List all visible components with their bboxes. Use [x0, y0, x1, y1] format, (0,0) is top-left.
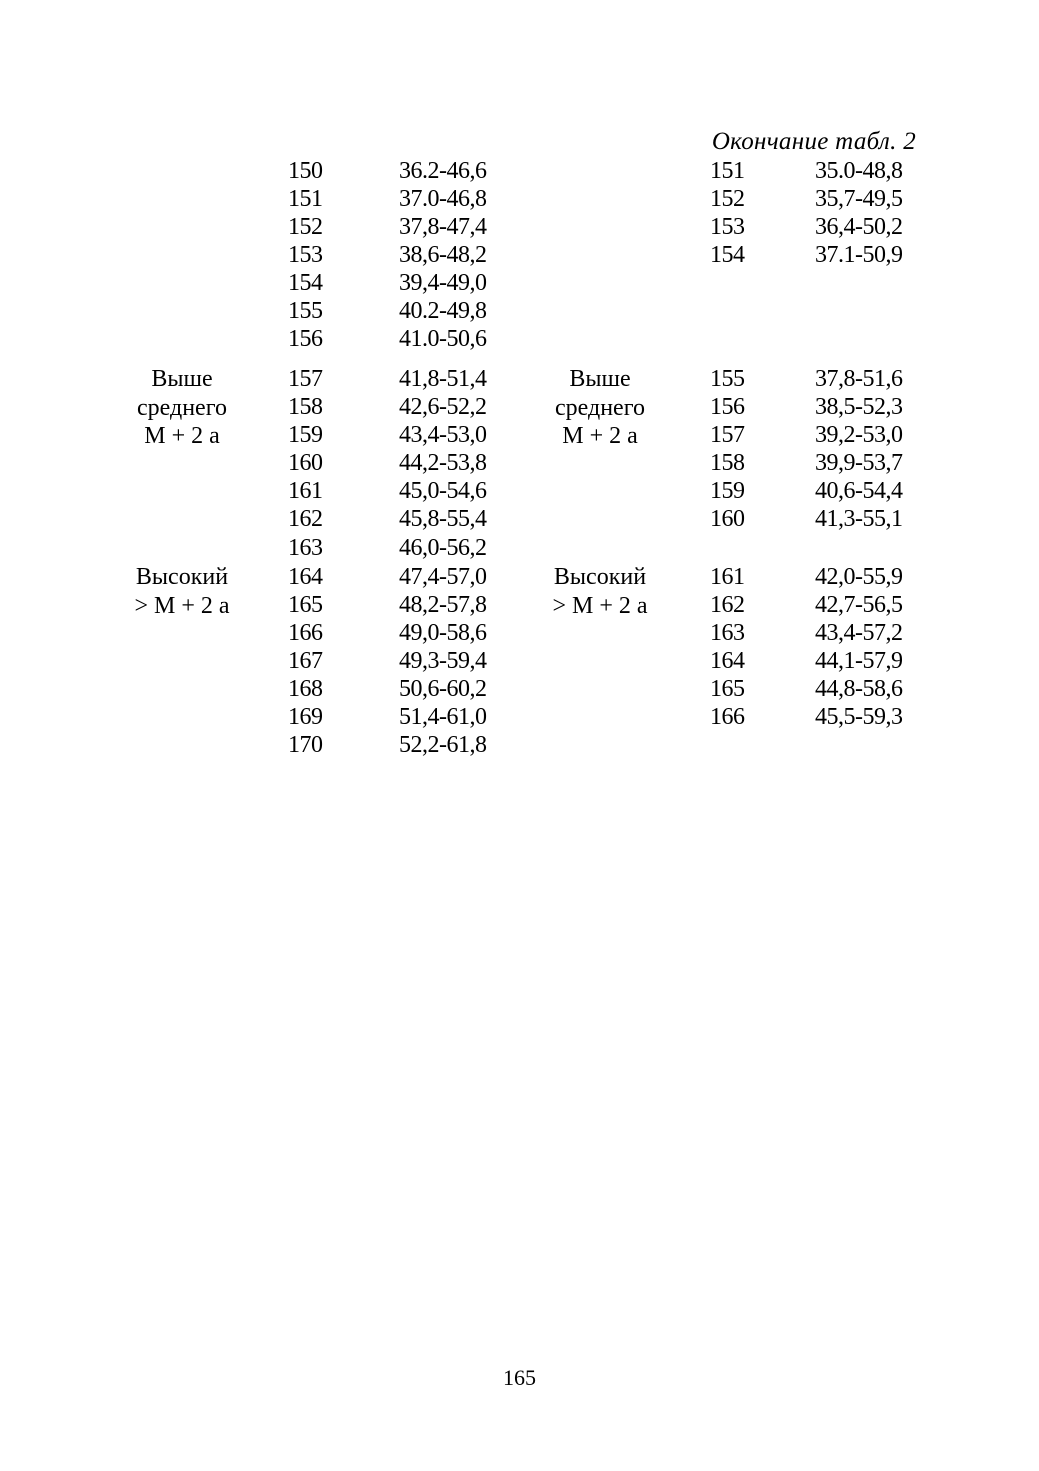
table-cell-range: 36,4-50,2	[815, 214, 903, 240]
group-label-high	[525, 563, 675, 620]
table-cell-range: 45,8-55,4	[399, 506, 487, 532]
group-label-line: М + 2 а	[562, 423, 638, 449]
table-cell-height: 161	[288, 478, 323, 504]
table-cell-range: 37.1-50,9	[815, 242, 903, 268]
group-label-line: Выше	[569, 366, 631, 392]
table-cell-range: 35,7-49,5	[815, 186, 903, 212]
page-number: 165	[503, 1365, 536, 1390]
table-cell-range: 42,6-52,2	[399, 394, 487, 420]
table-cell-range: 49,0-58,6	[399, 620, 487, 646]
table-cell-height: 152	[288, 214, 323, 240]
table-cell-height: 159	[288, 422, 323, 448]
table-cell-height: 165	[710, 676, 745, 702]
table-cell-range: 36.2-46,6	[399, 158, 487, 184]
table-cell-range: 39,9-53,7	[815, 450, 903, 476]
table-cell-height: 151	[288, 186, 323, 212]
table-cell-range: 37,8-51,6	[815, 366, 903, 392]
table-cell-height: 155	[710, 366, 745, 392]
table-cell-range: 45,0-54,6	[399, 478, 487, 504]
table-cell-range: 51,4-61,0	[399, 704, 487, 730]
table-cell-height: 162	[288, 506, 323, 532]
table-cell-height: 154	[710, 242, 745, 268]
table-cell-height: 170	[288, 732, 323, 758]
table-cell-range: 44,2-53,8	[399, 450, 487, 476]
table-cell-range: 43,4-53,0	[399, 422, 487, 448]
table-cell-height: 153	[710, 214, 745, 240]
table-cell-height: 162	[710, 592, 745, 618]
table-cell-height: 157	[288, 366, 323, 392]
table-cell-range: 39,4-49,0	[399, 270, 487, 296]
table-cell-range: 50,6-60,2	[399, 676, 487, 702]
table-cell-range: 41.0-50,6	[399, 326, 487, 352]
table-cell-range: 41,8-51,4	[399, 366, 487, 392]
group-label-line: М + 2 а	[144, 423, 220, 449]
table-cell-height: 156	[710, 394, 745, 420]
group-label-line: Высокий	[135, 564, 229, 590]
table-cell-range: 44,1-57,9	[815, 648, 903, 674]
table-cell-height: 157	[710, 422, 745, 448]
table-cell-range: 43,4-57,2	[815, 620, 903, 646]
table-cell-height: 166	[710, 704, 745, 730]
table-cell-height: 165	[288, 592, 323, 618]
group-label-above-average	[525, 365, 675, 451]
table-cell-height: 160	[710, 506, 745, 532]
table-cell-height: 155	[288, 298, 323, 324]
table-cell-height: 163	[288, 535, 323, 561]
group-label-line: среднего	[137, 394, 227, 421]
table-cell-range: 35.0-48,8	[815, 158, 903, 184]
table-cell-range: 37.0-46,8	[399, 186, 487, 212]
table-cell-height: 154	[288, 270, 323, 296]
table-cell-height: 167	[288, 648, 323, 674]
group-label-above-average	[107, 365, 257, 451]
table-cell-height: 151	[710, 158, 745, 184]
table-cell-height: 161	[710, 564, 745, 590]
table-cell-height: 169	[288, 704, 323, 730]
group-label-line: > М + 2 а	[134, 592, 230, 619]
table-cell-height: 152	[710, 186, 745, 212]
table-cell-range: 42,7-56,5	[815, 592, 903, 618]
table-caption: Окончание табл. 2	[711, 128, 916, 155]
table-cell-range: 40.2-49,8	[399, 298, 487, 324]
table-cell-range: 42,0-55,9	[815, 564, 903, 590]
table-cell-range: 37,8-47,4	[399, 214, 487, 240]
table-cell-range: 49,3-59,4	[399, 648, 487, 674]
table-cell-range: 47,4-57,0	[399, 564, 487, 590]
table-cell-height: 159	[710, 478, 745, 504]
table-cell-range: 41,3-55,1	[815, 506, 903, 532]
table-cell-range: 38,6-48,2	[399, 242, 487, 268]
table-cell-height: 168	[288, 676, 323, 702]
table-cell-height: 158	[288, 394, 323, 420]
table-cell-range: 46,0-56,2	[399, 535, 487, 561]
table-cell-height: 153	[288, 242, 323, 268]
group-label-line: Высокий	[553, 564, 647, 590]
table-cell-height: 160	[288, 450, 323, 476]
table-cell-range: 44,8-58,6	[815, 676, 903, 702]
table-cell-height: 156	[288, 326, 323, 352]
table-cell-range: 40,6-54,4	[815, 478, 903, 504]
table-cell-height: 158	[710, 450, 745, 476]
table-cell-height: 166	[288, 620, 323, 646]
group-label-line: среднего	[555, 394, 645, 421]
table-cell-range: 39,2-53,0	[815, 422, 903, 448]
table-cell-height: 150	[288, 158, 323, 184]
table-cell-height: 164	[710, 648, 745, 674]
table-cell-range: 45,5-59,3	[815, 704, 903, 730]
group-label-high	[107, 563, 257, 620]
table-cell-range: 38,5-52,3	[815, 394, 903, 420]
group-label-line: > М + 2 а	[552, 592, 648, 619]
table-cell-range: 48,2-57,8	[399, 592, 487, 618]
table-cell-height: 164	[288, 564, 323, 590]
group-label-line: Выше	[151, 366, 213, 392]
table-cell-height: 163	[710, 620, 745, 646]
table-cell-range: 52,2-61,8	[399, 732, 487, 758]
